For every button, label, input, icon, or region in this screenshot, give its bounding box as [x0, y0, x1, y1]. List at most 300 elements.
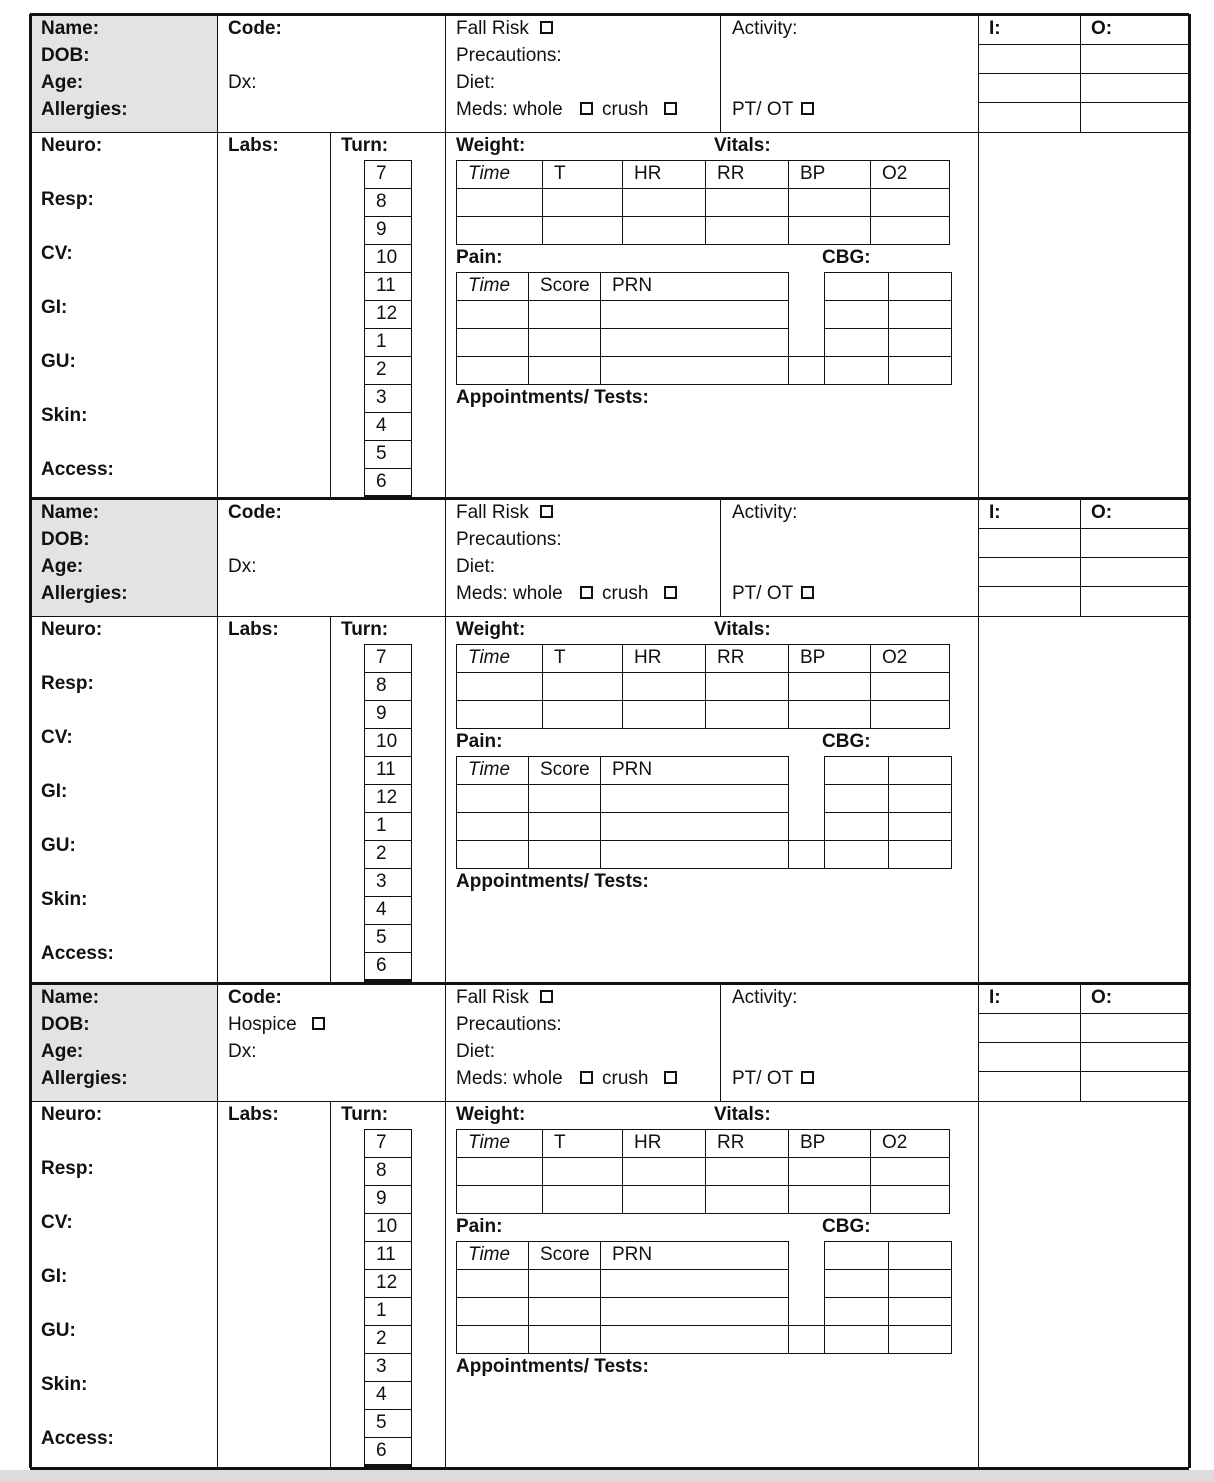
header-divider [30, 616, 1189, 617]
pain-header-cell: PRN [612, 1244, 653, 1265]
turn-hour-cell: 4 [376, 415, 387, 436]
turn-hour-cell: 2 [376, 359, 387, 380]
vitals-row-line [456, 1129, 950, 1130]
turn-row-line [364, 384, 412, 385]
column-divider [217, 983, 218, 1468]
turn-hour-cell: 8 [376, 675, 387, 696]
turn-hour-cell: 2 [376, 843, 387, 864]
dob-label: DOB: [41, 1014, 90, 1035]
pain-header-cell: Score [540, 275, 590, 296]
pain-col-line [528, 272, 529, 384]
system-label-gu: GU: [41, 351, 76, 372]
age-label: Age: [41, 72, 84, 93]
vitals-col-line [870, 1129, 871, 1213]
vitals-row-line [456, 728, 950, 729]
turn-hour-cell: 11 [376, 1244, 396, 1265]
turn-row-line [364, 468, 412, 469]
turn-hour-cell: 1 [376, 331, 387, 352]
turn-hour-cell: 11 [376, 275, 396, 296]
io-row-line [978, 586, 1189, 587]
appointments-label: Appointments/ Tests: [456, 387, 649, 408]
vitals-row-line [456, 244, 950, 245]
turn-hour-cell: 4 [376, 1384, 387, 1405]
code-label: Code: [228, 502, 282, 523]
pain-col-line [600, 1241, 601, 1353]
turn-row-line [364, 1185, 412, 1186]
cbg-col-line [824, 272, 825, 384]
vitals-row-line [456, 1157, 950, 1158]
turn-hour-cell: 5 [376, 443, 387, 464]
pain-header-cell: Score [540, 1244, 590, 1265]
pain-col-line [788, 356, 789, 384]
system-label-skin: Skin: [41, 405, 88, 426]
hospice-label: Hospice [228, 1014, 297, 1035]
right-border [1188, 498, 1191, 983]
vitals-col-line [622, 1129, 623, 1213]
system-label-neuro: Neuro: [41, 135, 103, 156]
vitals-col-line [788, 160, 789, 244]
vitals-col-line [542, 160, 543, 244]
vitals-header-cell: RR [717, 647, 745, 668]
system-label-gi: GI: [41, 781, 68, 802]
vitals-header-cell: RR [717, 1132, 745, 1153]
turn-hour-cell: 10 [376, 1216, 398, 1237]
activity-label: Activity: [732, 18, 798, 39]
pt-ot-checkbox[interactable] [801, 1071, 814, 1084]
turn-row-line [364, 1409, 412, 1410]
diet-label: Diet: [456, 72, 496, 93]
cbg-col-line [888, 1241, 889, 1353]
turn-row-line [364, 1241, 412, 1242]
dx-label: Dx: [228, 72, 257, 93]
meds-whole-label: Meds: whole [456, 583, 563, 604]
diet-label: Diet: [456, 1041, 496, 1062]
turn-hour-cell: 5 [376, 927, 387, 948]
fall-risk-label: Fall Risk [456, 18, 529, 39]
dob-label: DOB: [41, 45, 90, 66]
vitals-header-cell: HR [634, 647, 662, 668]
turn-hour-cell: 6 [376, 1440, 387, 1461]
block-top-border [30, 497, 1189, 500]
right-border [1188, 14, 1191, 498]
pain-cbg-connector [788, 1325, 825, 1326]
column-divider [720, 498, 721, 616]
turn-row-line [364, 244, 412, 245]
weight-label: Weight: [456, 135, 526, 156]
turn-row-line [364, 160, 412, 161]
cbg-col-line [888, 756, 889, 868]
turn-row-line [364, 1269, 412, 1270]
turn-row-line [364, 1325, 412, 1326]
vitals-header-cell: T [554, 1132, 566, 1153]
activity-label: Activity: [732, 502, 798, 523]
system-label-neuro: Neuro: [41, 619, 103, 640]
weight-label: Weight: [456, 619, 526, 640]
page-bottom-edge [0, 1470, 1214, 1482]
pain-row-line [456, 384, 789, 385]
pain-col-line [456, 756, 457, 868]
hospice-checkbox[interactable] [312, 1017, 325, 1030]
vitals-col-line [705, 160, 706, 244]
meds-crush-label: crush [602, 1068, 649, 1089]
system-label-skin: Skin: [41, 1374, 88, 1395]
vitals-col-line [949, 160, 950, 244]
turn-hour-cell: 12 [376, 1272, 398, 1293]
cbg-row-line [824, 384, 952, 385]
turn-row-line [364, 1353, 412, 1354]
vitals-row-line [456, 188, 950, 189]
cbg-col-line [951, 272, 952, 384]
labs-label: Labs: [228, 135, 279, 156]
vitals-col-line [622, 160, 623, 244]
turn-hour-cell: 10 [376, 731, 398, 752]
turn-hour-cell: 12 [376, 303, 398, 324]
labs-label: Labs: [228, 1104, 279, 1125]
turn-row-line [364, 700, 412, 701]
turn-hour-cell: 9 [376, 703, 387, 724]
labs-label: Labs: [228, 619, 279, 640]
column-divider [217, 14, 218, 498]
turn-row-line [364, 924, 412, 925]
header-divider [30, 1101, 1189, 1102]
turn-row-line [364, 812, 412, 813]
vitals-header-cell: O2 [882, 163, 908, 184]
intake-label: I: [989, 502, 1001, 523]
pain-col-line [788, 1325, 789, 1353]
io-row-line [978, 1013, 1189, 1014]
pain-row-line [456, 1297, 789, 1298]
turn-row-line [364, 216, 412, 217]
fall-risk-checkbox[interactable] [540, 990, 553, 1003]
turn-hour-cell: 6 [376, 955, 387, 976]
turn-hour-cell: 1 [376, 815, 387, 836]
dx-label: Dx: [228, 556, 257, 577]
column-divider [720, 14, 721, 132]
diet-label: Diet: [456, 556, 496, 577]
left-border [29, 14, 32, 498]
pt-ot-label: PT/ OT [732, 1068, 794, 1089]
pain-cbg-connector [788, 384, 825, 385]
meds-whole-checkbox[interactable] [580, 586, 593, 599]
cbg-col-line [951, 1241, 952, 1353]
io-row-line [978, 102, 1189, 103]
vitals-label: Vitals: [714, 135, 771, 156]
allergies-label: Allergies: [41, 99, 128, 120]
pain-header-cell: Time [468, 1244, 511, 1265]
system-label-cv: CV: [41, 1212, 73, 1233]
turn-row-line [364, 188, 412, 189]
pain-row-line [456, 1353, 789, 1354]
vitals-row-line [456, 1185, 950, 1186]
cbg-col-line [888, 272, 889, 384]
right-border [1188, 983, 1191, 1468]
dx-label: Dx: [228, 1041, 257, 1062]
output-label: O: [1091, 987, 1113, 1008]
meds-crush-label: crush [602, 99, 649, 120]
fall-risk-checkbox[interactable] [540, 505, 553, 518]
cbg-col-line [824, 1241, 825, 1353]
turn-row-line [364, 728, 412, 729]
turn-hour-cell: 5 [376, 1412, 387, 1433]
pain-row-line [456, 1325, 789, 1326]
system-label-skin: Skin: [41, 889, 88, 910]
column-divider [445, 498, 446, 983]
system-label-access: Access: [41, 459, 114, 480]
meds-whole-label: Meds: whole [456, 1068, 563, 1089]
io-row-line [978, 44, 1189, 45]
vitals-row-line [456, 1213, 950, 1214]
turn-label: Turn: [341, 619, 389, 640]
allergies-label: Allergies: [41, 583, 128, 604]
pain-label: Pain: [456, 731, 503, 752]
column-divider [445, 983, 446, 1468]
vitals-col-line [622, 644, 623, 728]
pain-row-line [456, 784, 789, 785]
cbg-col-line [824, 756, 825, 868]
system-label-cv: CV: [41, 243, 73, 264]
vitals-col-line [456, 160, 457, 244]
turn-hour-cell: 3 [376, 1356, 387, 1377]
cbg-row-line [824, 1353, 952, 1354]
vitals-header-cell: RR [717, 163, 745, 184]
turn-row-line [364, 272, 412, 273]
turn-hour-cell: 9 [376, 219, 387, 240]
turn-row-line [364, 1297, 412, 1298]
meds-crush-checkbox[interactable] [664, 1071, 677, 1084]
meds-whole-checkbox[interactable] [580, 1071, 593, 1084]
turn-row-line [364, 644, 412, 645]
turn-row-line [364, 756, 412, 757]
turn-hour-cell: 8 [376, 1160, 387, 1181]
left-border [29, 983, 32, 1468]
turn-hour-cell: 3 [376, 387, 387, 408]
code-label: Code: [228, 987, 282, 1008]
vitals-header-cell: Time [468, 647, 511, 668]
cbg-row-line [824, 868, 952, 869]
vitals-col-line [456, 1129, 457, 1213]
vitals-header-cell: O2 [882, 647, 908, 668]
vitals-col-line [949, 1129, 950, 1213]
meds-whole-label: Meds: whole [456, 99, 563, 120]
turn-row-line [364, 868, 412, 869]
appointments-label: Appointments/ Tests: [456, 1356, 649, 1377]
system-label-gi: GI: [41, 1266, 68, 1287]
system-label-resp: Resp: [41, 1158, 94, 1179]
pain-cbg-connector [788, 1353, 825, 1354]
vitals-header-cell: Time [468, 163, 511, 184]
pain-cbg-connector [788, 868, 825, 869]
turn-row-line [364, 896, 412, 897]
system-label-cv: CV: [41, 727, 73, 748]
age-label: Age: [41, 556, 84, 577]
turn-hour-cell: 12 [376, 787, 398, 808]
vitals-col-line [788, 644, 789, 728]
precautions-label: Precautions: [456, 529, 562, 550]
meds-whole-checkbox[interactable] [580, 102, 593, 115]
system-label-resp: Resp: [41, 189, 94, 210]
vitals-row-line [456, 672, 950, 673]
column-divider [217, 498, 218, 983]
pain-row-line [456, 272, 789, 273]
turn-hour-cell: 9 [376, 1188, 387, 1209]
turn-hour-cell: 10 [376, 247, 398, 268]
turn-row-line [364, 412, 412, 413]
vitals-header-cell: T [554, 647, 566, 668]
weight-label: Weight: [456, 1104, 526, 1125]
pain-col-line [600, 756, 601, 868]
vitals-header-cell: HR [634, 163, 662, 184]
dob-label: DOB: [41, 529, 90, 550]
pain-row-line [456, 328, 789, 329]
turn-hour-cell: 8 [376, 191, 387, 212]
pain-row-line [456, 1241, 789, 1242]
pain-label: Pain: [456, 247, 503, 268]
column-divider [720, 983, 721, 1101]
code-label: Code: [228, 18, 282, 39]
intake-label: I: [989, 987, 1001, 1008]
column-divider [978, 498, 979, 983]
io-row-line [978, 1042, 1189, 1043]
column-divider [445, 14, 446, 498]
block-top-border [30, 13, 1189, 16]
pain-row-line [456, 868, 789, 869]
labs-turn-divider [330, 616, 331, 983]
pain-col-line [600, 272, 601, 384]
vitals-header-cell: BP [800, 1132, 826, 1153]
vitals-col-line [788, 1129, 789, 1213]
turn-hour-cell: 11 [376, 759, 396, 780]
allergies-label: Allergies: [41, 1068, 128, 1089]
pain-col-line [788, 840, 789, 868]
vitals-col-line [542, 1129, 543, 1213]
pain-row-line [456, 1269, 789, 1270]
io-row-line [978, 528, 1189, 529]
pain-header-cell: PRN [612, 759, 653, 780]
turn-hour-cell: 2 [376, 1328, 387, 1349]
age-label: Age: [41, 1041, 84, 1062]
io-row-line [978, 1071, 1189, 1072]
pain-col-line [456, 1241, 457, 1353]
vitals-header-cell: BP [800, 163, 826, 184]
pt-ot-label: PT/ OT [732, 583, 794, 604]
pain-row-line [456, 300, 789, 301]
fall-risk-checkbox[interactable] [540, 21, 553, 34]
turn-hour-cell: 6 [376, 471, 387, 492]
pain-row-line [456, 356, 789, 357]
turn-row-line [364, 1157, 412, 1158]
column-divider [978, 983, 979, 1468]
pain-col-line [528, 756, 529, 868]
output-label: O: [1091, 18, 1113, 39]
system-label-gu: GU: [41, 1320, 76, 1341]
fall-risk-label: Fall Risk [456, 502, 529, 523]
vitals-label: Vitals: [714, 1104, 771, 1125]
turn-row-line [364, 300, 412, 301]
io-row-line [978, 73, 1189, 74]
vitals-header-cell: HR [634, 1132, 662, 1153]
turn-row-line [364, 840, 412, 841]
pt-ot-checkbox[interactable] [801, 586, 814, 599]
vitals-header-cell: O2 [882, 1132, 908, 1153]
name-label: Name: [41, 502, 100, 523]
turn-row-line [364, 440, 412, 441]
left-border [29, 498, 32, 983]
system-label-gi: GI: [41, 297, 68, 318]
turn-row-line [364, 356, 412, 357]
pain-row-line [456, 756, 789, 757]
cbg-label: CBG: [822, 731, 871, 752]
header-divider [30, 132, 1189, 133]
vitals-col-line [542, 644, 543, 728]
meds-crush-checkbox[interactable] [664, 586, 677, 599]
pain-col-line [528, 1241, 529, 1353]
vitals-header-cell: T [554, 163, 566, 184]
vitals-col-line [705, 644, 706, 728]
turn-hour-cell: 4 [376, 899, 387, 920]
precautions-label: Precautions: [456, 45, 562, 66]
system-label-neuro: Neuro: [41, 1104, 103, 1125]
turn-row-line [364, 1213, 412, 1214]
meds-crush-label: crush [602, 583, 649, 604]
activity-label: Activity: [732, 987, 798, 1008]
pt-ot-checkbox[interactable] [801, 102, 814, 115]
block-top-border [30, 982, 1189, 985]
name-label: Name: [41, 18, 100, 39]
turn-hour-cell: 1 [376, 1300, 387, 1321]
pain-col-line [456, 272, 457, 384]
turn-row-line [364, 328, 412, 329]
pain-cbg-connector [788, 356, 825, 357]
labs-turn-divider [330, 1101, 331, 1468]
cbg-label: CBG: [822, 1216, 871, 1237]
vitals-col-line [456, 644, 457, 728]
pt-ot-label: PT/ OT [732, 99, 794, 120]
turn-row-line [364, 1437, 412, 1438]
cbg-col-line [951, 756, 952, 868]
turn-row-line [364, 952, 412, 953]
system-label-resp: Resp: [41, 673, 94, 694]
pain-header-cell: Score [540, 759, 590, 780]
turn-row-line [364, 784, 412, 785]
intake-label: I: [989, 18, 1001, 39]
pain-header-cell: Time [468, 275, 511, 296]
system-label-gu: GU: [41, 835, 76, 856]
meds-crush-checkbox[interactable] [664, 102, 677, 115]
vitals-col-line [949, 644, 950, 728]
vitals-col-line [870, 644, 871, 728]
appointments-label: Appointments/ Tests: [456, 871, 649, 892]
pain-header-cell: Time [468, 759, 511, 780]
system-label-access: Access: [41, 943, 114, 964]
pain-label: Pain: [456, 1216, 503, 1237]
turn-label: Turn: [341, 135, 389, 156]
turn-hour-cell: 7 [376, 647, 387, 668]
cbg-label: CBG: [822, 247, 871, 268]
vitals-header-cell: BP [800, 647, 826, 668]
pain-header-cell: PRN [612, 275, 653, 296]
name-label: Name: [41, 987, 100, 1008]
vitals-label: Vitals: [714, 619, 771, 640]
vitals-row-line [456, 216, 950, 217]
turn-row-line [364, 672, 412, 673]
vitals-col-line [870, 160, 871, 244]
labs-turn-divider [330, 132, 331, 498]
vitals-row-line [456, 700, 950, 701]
fall-risk-label: Fall Risk [456, 987, 529, 1008]
pain-row-line [456, 840, 789, 841]
vitals-row-line [456, 160, 950, 161]
column-divider [978, 14, 979, 498]
